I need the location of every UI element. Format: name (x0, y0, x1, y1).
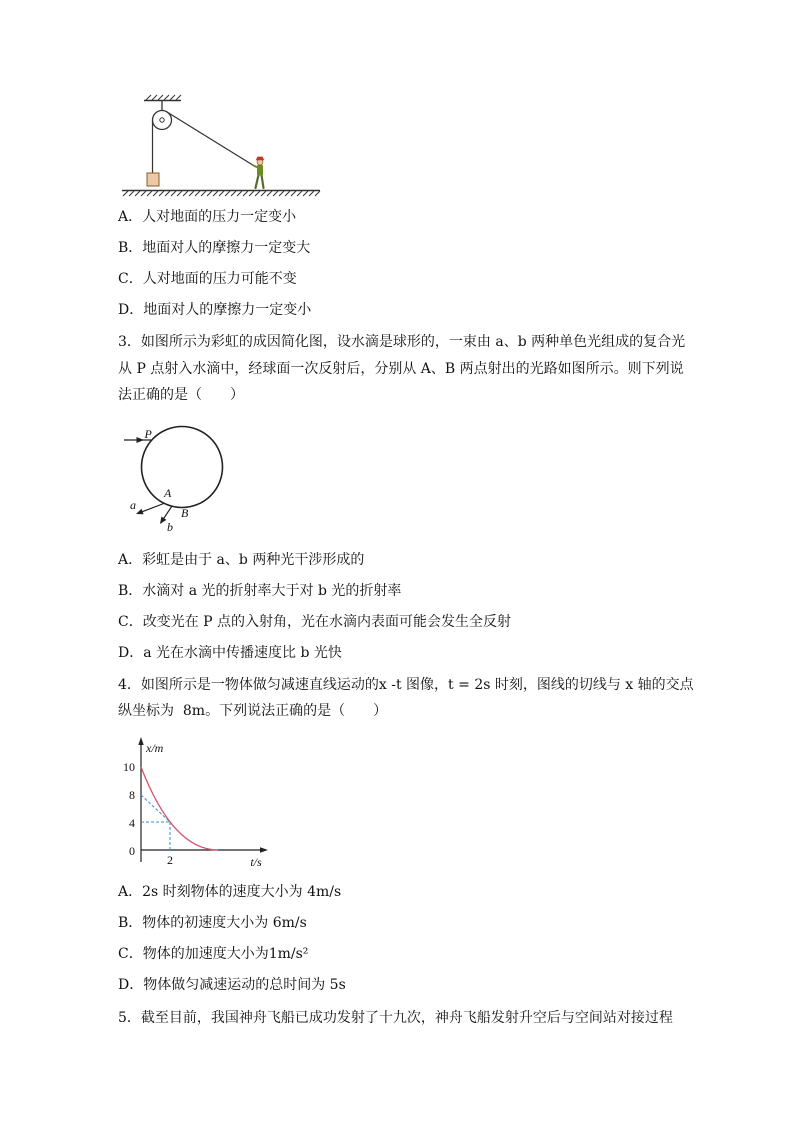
q2-option-c: C．人对地面的压力可能不变 (118, 271, 297, 287)
label-a-point: A (164, 486, 172, 500)
y-tick-label-4: 4 (129, 816, 135, 830)
q2-option-a: A．人对地面的压力一定变小 (118, 209, 297, 225)
rainbow-droplet-figure (118, 420, 236, 538)
incident-arrowhead (137, 437, 145, 443)
q3-option-c: C．改变光在 P 点的入射角，光在水滴内表面可能会发生全反射 (118, 614, 512, 630)
water-droplet (142, 427, 223, 508)
x-tick-label-2: 2 (167, 853, 173, 867)
y-tick-label-8: 8 (129, 788, 135, 802)
q4-stem-line-1: 4．如图所示是一物体做匀减速直线运动的x -t 图像，t = 2s 时刻，图线的切线与 x 轴的交点 (118, 677, 694, 693)
q4-option-b: B．物体的初速度大小为 6m/s (118, 915, 307, 931)
exit-arrowhead-a (136, 509, 144, 515)
pulley-figure (110, 88, 330, 200)
person-icon (254, 157, 265, 188)
q2-option-d: D．地面对人的摩擦力一定变小 (118, 302, 312, 318)
y-tick-label-0: 0 (129, 844, 135, 858)
q4-option-c: C．物体的加速度大小为1m/s² (118, 946, 309, 962)
q3-stem-line-2: 从 P 点射入水滴中，经球面一次反射后，分别从 A、B 两点射出的光路如图所示。则下列说 (118, 361, 684, 377)
q2-option-b: B．地面对人的摩擦力一定变大 (118, 240, 311, 256)
x-axis-label: t/s (250, 855, 262, 869)
x-t-graph (116, 734, 276, 870)
label-ray-a: a (130, 498, 136, 512)
y-tick-label-10: 10 (123, 760, 135, 774)
q5-stem-line-1: 5．截至目前，我国神舟飞船已成功发射了十九次，神舟飞船发射升空后与空间站对接过程 (118, 1010, 673, 1026)
x-t-curve (141, 767, 218, 850)
q3-option-a: A．彩虹是由于 a、b 两种光干涉形成的 (118, 552, 365, 568)
y-axis-label: x/m (146, 741, 164, 755)
x-axis-arrowhead (260, 847, 268, 852)
q4-option-a: A．2s 时刻物体的速度大小为 4m/s (118, 884, 342, 900)
q4-option-d: D．物体做匀减速运动的总时间为 5s (118, 977, 346, 993)
label-p: P (144, 427, 152, 441)
label-b-point: B (181, 506, 189, 520)
exit-ray-a (140, 503, 165, 513)
q3-option-b: B．水滴对 a 光的折射率大于对 b 光的折射率 (118, 583, 402, 599)
q3-stem-line-1: 3．如图所示为彩虹的成因简化图，设水滴是球形的，一束由 a、b 两种单色光组成的复合光 (118, 334, 686, 350)
ceiling-hatching (146, 95, 181, 100)
rope-diagonal (166, 112, 253, 166)
label-ray-b: b (167, 520, 173, 534)
q3-stem-line-3: 法正确的是（ ） (118, 387, 244, 403)
exit-arrowhead-b (160, 517, 166, 525)
hanging-block (147, 173, 159, 186)
q3-option-d: D．a 光在水滴中传播速度比 b 光快 (118, 645, 342, 661)
y-axis-arrowhead (138, 737, 143, 745)
ground-hatching (123, 191, 320, 196)
q4-stem-line-2: 纵坐标为 8m。下列说法正确的是（ ） (118, 703, 388, 719)
